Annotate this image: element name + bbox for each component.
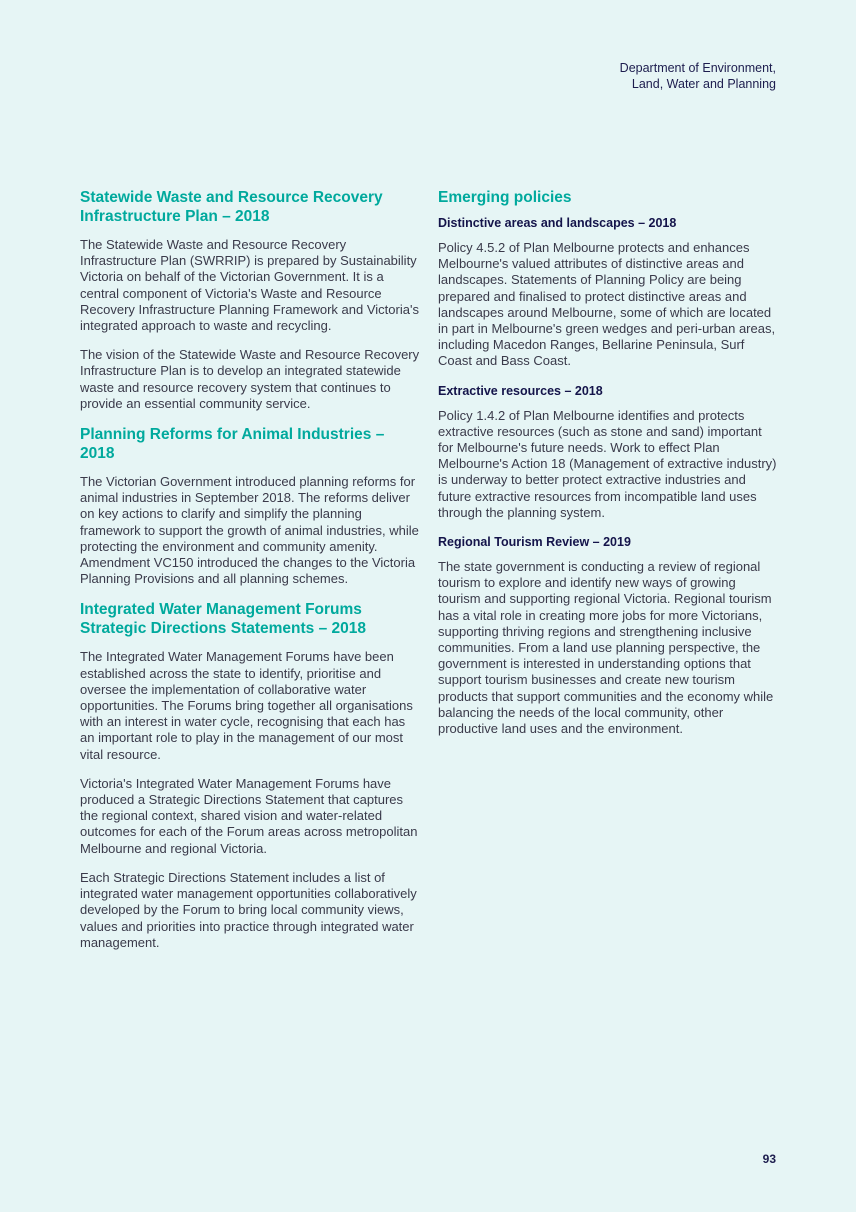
department-name-line-1: Department of Environment, xyxy=(619,61,776,75)
subsection-distinctive-areas xyxy=(438,215,778,370)
section-water-management xyxy=(80,600,420,950)
subsection-regional-tourism xyxy=(438,534,778,737)
swrrip-paragraph-2: The vision of the Statewide Waste and Resource Recovery Infrastructure Plan is to develop an integrated statewide waste and resource recovery system that continues to provide an essential community service. xyxy=(80,347,420,411)
subsection-heading-distinctive-areas: Distinctive areas and landscapes – 2018 xyxy=(438,216,677,230)
extractive-resources-paragraph: Policy 1.4.2 of Plan Melbourne identifies and protects extractive resources (such as stone and sand) important for Melbourne's future needs. Work to effect Plan Melbourne's Action 18 (Management of extractive industry) is underway to better protect extractive industries and future extractive resources from incompatible land uses through the planning system. xyxy=(438,407,777,520)
section-heading-water-management: Integrated Water Management Forums Strategic Directions Statements – 2018 xyxy=(80,601,367,638)
section-heading-animal-industries: Planning Reforms for Animal Industries – 2018 xyxy=(80,426,385,463)
department-name-line-2: Land, Water and Planning xyxy=(631,77,776,91)
water-management-paragraph-2: Victoria's Integrated Water Management Forums have produced a Strategic Directions Statement that captures the regional context, shared vision and water-related outcomes for each of the Forum areas across metropolitan Melbourne and regional Victoria. xyxy=(80,775,418,856)
swrrip-paragraph-1: The Statewide Waste and Resource Recovery Infrastructure Plan (SWRRIP) is prepared by Sustainability Victoria on behalf of the Victorian Government. It is a central component of Victoria's Waste and Resource Recovery Infrastructure Planning Framework and Victoria's integrated approach to waste and recycling. xyxy=(80,237,419,334)
department-name xyxy=(476,60,776,92)
section-animal-industries xyxy=(80,425,420,587)
subsection-heading-extractive-resources: Extractive resources – 2018 xyxy=(438,383,603,398)
regional-tourism-paragraph: The state government is conducting a review of regional tourism to explore and identify new ways of growing tourism and supporting regional Victoria. Regional tourism has a vital role in creating more jobs for more Victorians, supporting thriving regions and strengthening inclusive communities. From a land use planning perspective, the government is interested in understanding options that support tourism businesses and create new tourism products that support communities and the economy while balancing the needs of the local community, other productive land uses and the environment. xyxy=(438,559,774,737)
section-swrrip xyxy=(80,188,420,412)
right-column xyxy=(438,188,778,750)
subsection-extractive-resources xyxy=(438,383,778,521)
left-column xyxy=(80,188,420,964)
subsection-heading-regional-tourism: Regional Tourism Review – 2019 xyxy=(438,535,631,550)
section-heading-swrrip: Statewide Waste and Resource Recovery Infrastructure Plan – 2018 xyxy=(80,189,383,225)
water-management-paragraph-3: Each Strategic Directions Statement includes a list of integrated water management opportunities collaboratively developed by the Forum to bring local community views, values and priorities into practice through integrated water management. xyxy=(80,869,417,950)
page-number: 93 xyxy=(762,1152,776,1166)
distinctive-areas-paragraph: Policy 4.5.2 of Plan Melbourne protects and enhances Melbourne's valued attributes of distinctive areas and landscapes. Statements of Planning Policy are being prepared and finalised to protect distinctive areas and landscapes around Melbourne, some of which are located in part in Melbourne's green wedges and peri-urban areas, including Macedon Ranges, Bellarine Peninsula, Surf Coast and Bass Coast. xyxy=(438,240,776,369)
water-management-paragraph-1: The Integrated Water Management Forums have been established across the state to identify, prioritise and oversee the implementation of collaborative water opportunities. The Forums bring together all organisations with an interest in water cycle, recognising that each has an important role to play in the management of our most vital resource. xyxy=(80,649,413,762)
emerging-policies-heading: Emerging policies xyxy=(438,189,572,206)
animal-industries-paragraph-1: The Victorian Government introduced planning reforms for animal industries in September 2018. The reforms deliver on key actions to clarify and simplify the planning framework to support the growth of animal industries, while protecting the environment and community amenity. Amendment VC150 introduced the changes to the Victoria Planning Provisions and all planning schemes. xyxy=(80,474,419,587)
